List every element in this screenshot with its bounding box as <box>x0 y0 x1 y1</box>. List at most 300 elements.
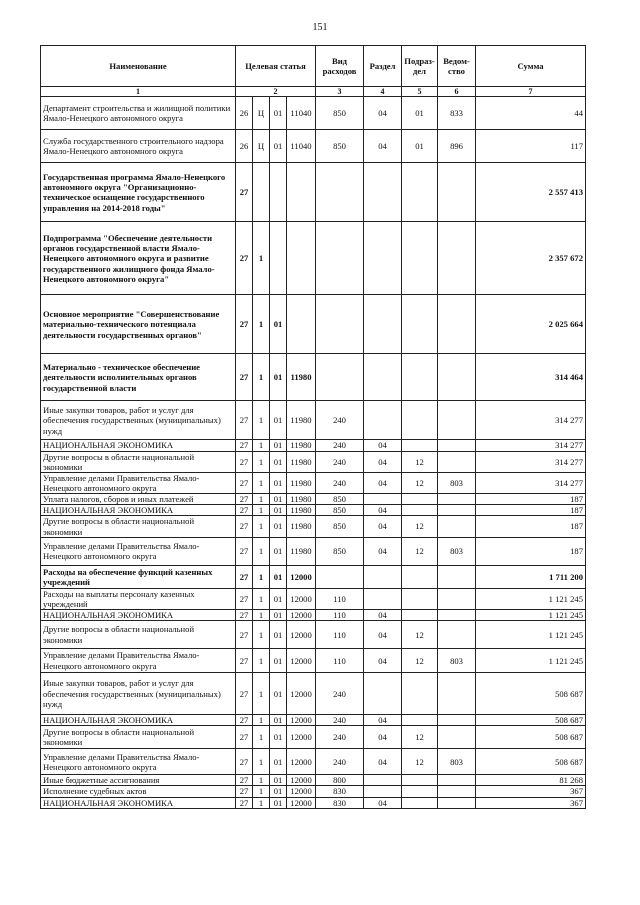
sum-cell: 508 687 <box>476 715 586 726</box>
target-code-4-cell: 11980 <box>287 472 316 493</box>
target-code-3-cell: 01 <box>270 295 287 354</box>
expense-type-cell: 240 <box>316 726 364 749</box>
target-code-3-cell: 01 <box>270 440 287 451</box>
department-cell <box>438 401 476 440</box>
section-cell <box>364 401 402 440</box>
subsection-cell <box>402 588 438 609</box>
column-index-row <box>41 87 586 97</box>
department-cell: 833 <box>438 97 476 130</box>
expense-type-cell <box>316 163 364 222</box>
expense-type-cell: 850 <box>316 97 364 130</box>
target-code-4-cell <box>287 222 316 295</box>
section-cell <box>364 222 402 295</box>
table-row <box>41 565 586 588</box>
target-code-1-cell: 26 <box>236 130 253 163</box>
sum-cell: 1 121 245 <box>476 649 586 673</box>
column-index: 1 <box>41 87 236 97</box>
table-row <box>41 505 586 516</box>
expense-type-cell <box>316 295 364 354</box>
target-code-3-cell: 01 <box>270 401 287 440</box>
header-expense-type: Вид расходов <box>316 46 364 87</box>
target-code-2-cell: 1 <box>253 505 270 516</box>
table-row <box>41 97 586 130</box>
section-cell: 04 <box>364 451 402 472</box>
table-row <box>41 222 586 295</box>
expense-type-cell: 850 <box>316 494 364 505</box>
target-code-3-cell: 01 <box>270 715 287 726</box>
section-cell: 04 <box>364 726 402 749</box>
target-code-1-cell: 27 <box>236 749 253 775</box>
target-code-3-cell: 01 <box>270 97 287 130</box>
target-code-4-cell: 12000 <box>287 775 316 786</box>
sum-cell: 1 121 245 <box>476 621 586 649</box>
target-code-2-cell: 1 <box>253 401 270 440</box>
target-code-2-cell: 1 <box>253 494 270 505</box>
section-cell: 04 <box>364 516 402 537</box>
section-cell <box>364 163 402 222</box>
department-cell <box>438 673 476 715</box>
sum-cell: 187 <box>476 505 586 516</box>
expense-type-cell: 850 <box>316 516 364 537</box>
expense-type-cell: 240 <box>316 440 364 451</box>
table-header-row <box>41 46 586 87</box>
section-cell <box>364 354 402 401</box>
column-index: 3 <box>316 87 364 97</box>
target-code-1-cell: 27 <box>236 440 253 451</box>
page-number: 151 <box>312 22 328 33</box>
target-code-1-cell: 27 <box>236 715 253 726</box>
department-cell <box>438 797 476 808</box>
sum-cell: 367 <box>476 797 586 808</box>
target-code-4-cell: 12000 <box>287 749 316 775</box>
department-cell <box>438 295 476 354</box>
target-code-3-cell: 01 <box>270 588 287 609</box>
target-code-2-cell: 1 <box>253 472 270 493</box>
sum-cell: 44 <box>476 97 586 130</box>
target-code-1-cell: 27 <box>236 588 253 609</box>
table-row <box>41 775 586 786</box>
row-name-cell: Расходы на обеспечение функций казенных учреждений <box>41 565 236 588</box>
target-code-2-cell: 1 <box>253 222 270 295</box>
row-name-cell: Исполнение судебных актов <box>41 786 236 797</box>
section-cell <box>364 775 402 786</box>
expense-type-cell: 110 <box>316 649 364 673</box>
table-row <box>41 673 586 715</box>
target-code-1-cell: 27 <box>236 163 253 222</box>
subsection-cell <box>402 609 438 620</box>
target-code-4-cell: 11040 <box>287 97 316 130</box>
expense-type-cell: 110 <box>316 588 364 609</box>
subsection-cell <box>402 401 438 440</box>
department-cell: 803 <box>438 649 476 673</box>
target-code-3-cell: 01 <box>270 649 287 673</box>
subsection-cell: 12 <box>402 516 438 537</box>
target-code-3-cell: 01 <box>270 621 287 649</box>
subsection-cell: 12 <box>402 537 438 565</box>
target-code-3-cell <box>270 163 287 222</box>
section-cell <box>364 673 402 715</box>
target-code-4-cell: 11980 <box>287 537 316 565</box>
section-cell <box>364 494 402 505</box>
target-code-2-cell: 1 <box>253 749 270 775</box>
sum-cell: 508 687 <box>476 726 586 749</box>
table-row <box>41 354 586 401</box>
sum-cell: 1 121 245 <box>476 609 586 620</box>
column-index: 5 <box>402 87 438 97</box>
section-cell: 04 <box>364 440 402 451</box>
target-code-3-cell: 01 <box>270 472 287 493</box>
department-cell <box>438 609 476 620</box>
target-code-4-cell: 11980 <box>287 354 316 401</box>
section-cell: 04 <box>364 749 402 775</box>
department-cell <box>438 222 476 295</box>
row-name-cell: Другие вопросы в области национальной экономики <box>41 621 236 649</box>
target-code-2-cell: 1 <box>253 451 270 472</box>
subsection-cell <box>402 440 438 451</box>
target-code-1-cell: 27 <box>236 451 253 472</box>
target-code-1-cell: 27 <box>236 537 253 565</box>
target-code-4-cell: 12000 <box>287 715 316 726</box>
target-code-1-cell: 27 <box>236 726 253 749</box>
target-code-1-cell: 27 <box>236 649 253 673</box>
department-cell <box>438 726 476 749</box>
target-code-2-cell: 1 <box>253 775 270 786</box>
row-name-cell: Другие вопросы в области национальной экономики <box>41 516 236 537</box>
target-code-2-cell: 1 <box>253 516 270 537</box>
target-code-1-cell: 27 <box>236 472 253 493</box>
target-code-1-cell: 27 <box>236 505 253 516</box>
table-row <box>41 786 586 797</box>
row-name-cell: НАЦИОНАЛЬНАЯ ЭКОНОМИКА <box>41 440 236 451</box>
subsection-cell <box>402 797 438 808</box>
subsection-cell: 12 <box>402 649 438 673</box>
table-row <box>41 472 586 493</box>
table-row <box>41 401 586 440</box>
section-cell: 04 <box>364 505 402 516</box>
target-code-3-cell: 01 <box>270 354 287 401</box>
subsection-cell <box>402 295 438 354</box>
target-code-2-cell: 1 <box>253 797 270 808</box>
department-cell: 803 <box>438 537 476 565</box>
target-code-2-cell: 1 <box>253 537 270 565</box>
section-cell: 04 <box>364 649 402 673</box>
target-code-4-cell: 12000 <box>287 726 316 749</box>
target-code-2-cell: 1 <box>253 715 270 726</box>
department-cell <box>438 516 476 537</box>
target-code-4-cell: 11980 <box>287 505 316 516</box>
target-code-3-cell: 01 <box>270 130 287 163</box>
table-row <box>41 130 586 163</box>
department-cell <box>438 505 476 516</box>
department-cell <box>438 565 476 588</box>
department-cell <box>438 588 476 609</box>
row-name-cell: Управление делами Правительства Ямало-Ненецкого автономного округа <box>41 749 236 775</box>
target-code-3-cell: 01 <box>270 451 287 472</box>
row-name-cell: НАЦИОНАЛЬНАЯ ЭКОНОМИКА <box>41 505 236 516</box>
row-name-cell: Управление делами Правительства Ямало-Ненецкого автономного округа <box>41 537 236 565</box>
target-code-4-cell: 11980 <box>287 401 316 440</box>
target-code-3-cell <box>270 222 287 295</box>
target-code-1-cell: 27 <box>236 786 253 797</box>
target-code-2-cell: 1 <box>253 673 270 715</box>
table-row <box>41 494 586 505</box>
department-cell: 896 <box>438 130 476 163</box>
row-name-cell: Материально - техническое обеспечение деятельности исполнительных органов государственной власти <box>41 354 236 401</box>
expense-type-cell: 240 <box>316 673 364 715</box>
row-name-cell: Департамент строительства и жилищной политики Ямало-Ненецкого автономного округа <box>41 97 236 130</box>
target-code-1-cell: 27 <box>236 797 253 808</box>
target-code-2-cell: 1 <box>253 786 270 797</box>
section-cell: 04 <box>364 797 402 808</box>
department-cell: 803 <box>438 749 476 775</box>
header-sum: Сумма <box>476 46 586 87</box>
target-code-4-cell: 11040 <box>287 130 316 163</box>
section-cell <box>364 565 402 588</box>
target-code-3-cell: 01 <box>270 516 287 537</box>
target-code-1-cell: 27 <box>236 354 253 401</box>
header-section: Раздел <box>364 46 402 87</box>
target-code-4-cell: 12000 <box>287 673 316 715</box>
table-row <box>41 715 586 726</box>
sum-cell: 314 464 <box>476 354 586 401</box>
target-code-2-cell: 1 <box>253 565 270 588</box>
sum-cell: 508 687 <box>476 749 586 775</box>
table-row <box>41 537 586 565</box>
row-name-cell: Другие вопросы в области национальной экономики <box>41 726 236 749</box>
target-code-4-cell: 12000 <box>287 588 316 609</box>
target-code-2-cell: 1 <box>253 295 270 354</box>
row-name-cell: НАЦИОНАЛЬНАЯ ЭКОНОМИКА <box>41 609 236 620</box>
target-code-2-cell <box>253 163 270 222</box>
target-code-1-cell: 27 <box>236 516 253 537</box>
expense-type-cell: 850 <box>316 505 364 516</box>
target-code-3-cell: 01 <box>270 673 287 715</box>
target-code-2-cell: 1 <box>253 609 270 620</box>
column-index: 4 <box>364 87 402 97</box>
target-code-2-cell: 1 <box>253 726 270 749</box>
subsection-cell <box>402 163 438 222</box>
section-cell: 04 <box>364 472 402 493</box>
target-code-1-cell: 27 <box>236 494 253 505</box>
target-code-4-cell: 12000 <box>287 609 316 620</box>
subsection-cell <box>402 505 438 516</box>
sum-cell: 187 <box>476 516 586 537</box>
row-name-cell: Иные бюджетные ассигнования <box>41 775 236 786</box>
target-code-2-cell: 1 <box>253 354 270 401</box>
subsection-cell: 12 <box>402 749 438 775</box>
target-code-4-cell: 11980 <box>287 440 316 451</box>
section-cell <box>364 588 402 609</box>
subsection-cell <box>402 775 438 786</box>
target-code-2-cell: 1 <box>253 440 270 451</box>
department-cell <box>438 440 476 451</box>
target-code-3-cell: 01 <box>270 775 287 786</box>
expense-type-cell: 830 <box>316 797 364 808</box>
row-name-cell: Другие вопросы в области национальной экономики <box>41 451 236 472</box>
subsection-cell <box>402 673 438 715</box>
table-row <box>41 295 586 354</box>
target-code-2-cell: 1 <box>253 588 270 609</box>
target-code-3-cell: 01 <box>270 505 287 516</box>
expense-type-cell: 830 <box>316 786 364 797</box>
sum-cell: 314 277 <box>476 440 586 451</box>
row-name-cell: Иные закупки товаров, работ и услуг для обеспечения государственных (муниципальных) нужд <box>41 673 236 715</box>
expense-type-cell: 240 <box>316 749 364 775</box>
sum-cell: 187 <box>476 494 586 505</box>
department-cell <box>438 494 476 505</box>
sum-cell: 314 277 <box>476 401 586 440</box>
table-row <box>41 609 586 620</box>
subsection-cell: 12 <box>402 621 438 649</box>
sum-cell: 314 277 <box>476 451 586 472</box>
row-name-cell: Государственная программа Ямало-Ненецкого автономного округа "Организационно-техническое оснащение государственного управления на 2014-2018 годы" <box>41 163 236 222</box>
target-code-4-cell: 12000 <box>287 565 316 588</box>
subsection-cell: 12 <box>402 726 438 749</box>
sum-cell: 367 <box>476 786 586 797</box>
department-cell <box>438 786 476 797</box>
subsection-cell <box>402 565 438 588</box>
sum-cell: 117 <box>476 130 586 163</box>
target-code-3-cell: 01 <box>270 537 287 565</box>
budget-table <box>40 45 586 809</box>
expense-type-cell: 240 <box>316 401 364 440</box>
target-code-1-cell: 27 <box>236 621 253 649</box>
target-code-4-cell <box>287 295 316 354</box>
target-code-3-cell: 01 <box>270 726 287 749</box>
target-code-1-cell: 27 <box>236 609 253 620</box>
row-name-cell: Подпрограмма "Обеспечение деятельности органов государственной власти Ямало-Ненецкого автономного округа и развитие государственного жилищного фонда Ямало-Ненецкого автономного округа" <box>41 222 236 295</box>
row-name-cell: НАЦИОНАЛЬНАЯ ЭКОНОМИКА <box>41 715 236 726</box>
sum-cell: 81 268 <box>476 775 586 786</box>
section-cell <box>364 295 402 354</box>
row-name-cell: Расходы на выплаты персоналу казенных учреждений <box>41 588 236 609</box>
header-department: Ведом-ство <box>438 46 476 87</box>
header-target: Целевая статья <box>236 46 316 87</box>
section-cell: 04 <box>364 609 402 620</box>
expense-type-cell: 850 <box>316 537 364 565</box>
target-code-2-cell: 1 <box>253 621 270 649</box>
department-cell <box>438 451 476 472</box>
target-code-2-cell: Ц <box>253 130 270 163</box>
section-cell: 04 <box>364 715 402 726</box>
section-cell <box>364 786 402 797</box>
row-name-cell: Управление делами Правительства Ямало-Ненецкого автономного округа <box>41 649 236 673</box>
expense-type-cell: 240 <box>316 451 364 472</box>
department-cell <box>438 354 476 401</box>
expense-type-cell: 110 <box>316 621 364 649</box>
table-row <box>41 749 586 775</box>
expense-type-cell <box>316 222 364 295</box>
department-cell <box>438 163 476 222</box>
row-name-cell: Основное мероприятие "Совершенствование материально-технического потенциала деятельности государственных органов" <box>41 295 236 354</box>
expense-type-cell <box>316 354 364 401</box>
column-index: 6 <box>438 87 476 97</box>
target-code-4-cell: 11980 <box>287 451 316 472</box>
header-subsection: Подраз-дел <box>402 46 438 87</box>
target-code-4-cell: 11980 <box>287 494 316 505</box>
sum-cell: 2 025 664 <box>476 295 586 354</box>
target-code-1-cell: 27 <box>236 222 253 295</box>
department-cell: 803 <box>438 472 476 493</box>
subsection-cell <box>402 354 438 401</box>
target-code-3-cell: 01 <box>270 609 287 620</box>
row-name-cell: Уплата налогов, сборов и иных платежей <box>41 494 236 505</box>
header-name: Наименование <box>41 46 236 87</box>
section-cell: 04 <box>364 537 402 565</box>
target-code-1-cell: 26 <box>236 97 253 130</box>
section-cell: 04 <box>364 97 402 130</box>
department-cell <box>438 775 476 786</box>
target-code-3-cell: 01 <box>270 494 287 505</box>
table-row <box>41 516 586 537</box>
target-code-1-cell: 27 <box>236 401 253 440</box>
expense-type-cell: 240 <box>316 472 364 493</box>
table-body <box>41 97 586 808</box>
sum-cell: 1 711 200 <box>476 565 586 588</box>
sum-cell: 1 121 245 <box>476 588 586 609</box>
expense-type-cell: 800 <box>316 775 364 786</box>
table-row <box>41 797 586 808</box>
sum-cell: 314 277 <box>476 472 586 493</box>
subsection-cell <box>402 786 438 797</box>
target-code-4-cell: 11980 <box>287 516 316 537</box>
subsection-cell <box>402 715 438 726</box>
subsection-cell: 12 <box>402 451 438 472</box>
target-code-3-cell: 01 <box>270 749 287 775</box>
target-code-1-cell: 27 <box>236 565 253 588</box>
table-row <box>41 726 586 749</box>
department-cell <box>438 621 476 649</box>
target-code-4-cell: 12000 <box>287 797 316 808</box>
expense-type-cell: 240 <box>316 715 364 726</box>
column-index: 7 <box>476 87 586 97</box>
subsection-cell <box>402 222 438 295</box>
section-cell: 04 <box>364 130 402 163</box>
row-name-cell: НАЦИОНАЛЬНАЯ ЭКОНОМИКА <box>41 797 236 808</box>
subsection-cell: 01 <box>402 130 438 163</box>
target-code-4-cell: 12000 <box>287 786 316 797</box>
sum-cell: 187 <box>476 537 586 565</box>
target-code-1-cell: 27 <box>236 775 253 786</box>
department-cell <box>438 715 476 726</box>
sum-cell: 2 357 672 <box>476 222 586 295</box>
subsection-cell <box>402 494 438 505</box>
target-code-4-cell: 12000 <box>287 649 316 673</box>
table-row <box>41 163 586 222</box>
sum-cell: 2 557 413 <box>476 163 586 222</box>
expense-type-cell: 850 <box>316 130 364 163</box>
target-code-4-cell: 12000 <box>287 621 316 649</box>
target-code-2-cell: Ц <box>253 97 270 130</box>
table-row <box>41 649 586 673</box>
subsection-cell: 12 <box>402 472 438 493</box>
table-row <box>41 440 586 451</box>
column-index: 2 <box>236 87 316 97</box>
target-code-3-cell: 01 <box>270 797 287 808</box>
row-name-cell: Служба государственного строительного надзора Ямало-Ненецкого автономного округа <box>41 130 236 163</box>
expense-type-cell: 110 <box>316 609 364 620</box>
target-code-1-cell: 27 <box>236 295 253 354</box>
target-code-1-cell: 27 <box>236 673 253 715</box>
sum-cell: 508 687 <box>476 673 586 715</box>
table-row <box>41 588 586 609</box>
target-code-3-cell: 01 <box>270 565 287 588</box>
target-code-4-cell <box>287 163 316 222</box>
table-row <box>41 451 586 472</box>
subsection-cell: 01 <box>402 97 438 130</box>
expense-type-cell <box>316 565 364 588</box>
section-cell: 04 <box>364 621 402 649</box>
